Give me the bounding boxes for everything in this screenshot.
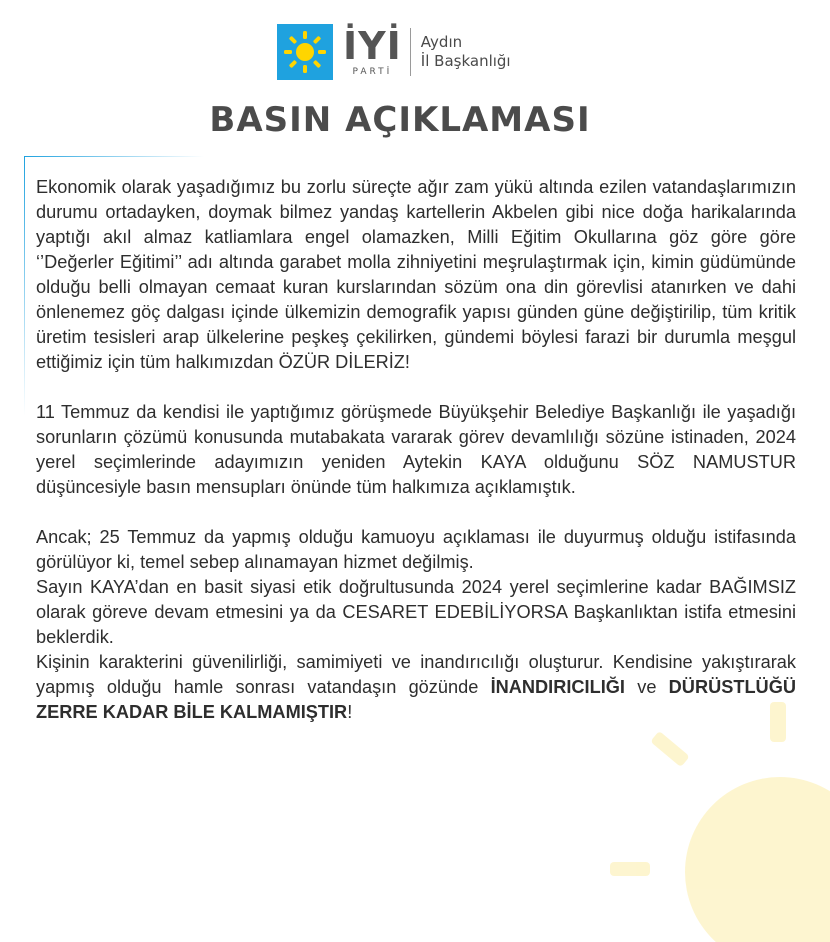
paragraph-3: Ancak; 25 Temmuz da yapmış olduğu kamuoyu açıklaması ile duyurmuş olduğu istifasında görülüyor ki, temel sebep alınamayan hizmet değilmiş. (36, 527, 796, 572)
sun-logo-icon (277, 24, 333, 80)
paragraph-5-end: ! (347, 702, 353, 722)
logo-iyi-text: İYİ (343, 24, 402, 68)
emphasis-honesty: DÜRÜSTLÜĞÜ ZERRE KADAR BİLE KALMAMIŞTIR (36, 677, 796, 722)
page-title: BASIN AÇIKLAMASI (209, 100, 591, 140)
party-logo (277, 22, 511, 82)
org-name (421, 33, 511, 71)
paragraph-5-lead: Kişinin karakterini güvenilirliği, samimiyeti ve inandırıcılığı oluşturur. Kendisine yakıştırarak yapmış olduğu hamle sonrası vatandaşın gözünde (36, 652, 796, 697)
frame-left-line (24, 156, 25, 416)
paragraph-2: 11 Temmuz da kendisi ile yaptığımız görüşmede Büyükşehir Belediye Başkanlığı ile yaşadığı sorunların çözümü konusunda mutabakata vararak görev devamlılığı sözüne istinaden, 2024 yerel seçimlerinde adayımızın yeniden Aytekin KAYA olduğunu SÖZ NAMUSTUR düşüncesiyle basın mensupları önünde tüm halkımıza açıklamıştık. (36, 402, 796, 497)
org-office: İl Başkanlığı (420, 52, 511, 70)
logo-divider (410, 28, 411, 76)
logo-wordmark (343, 24, 402, 77)
statement-body (36, 175, 796, 725)
paragraph-5-mid: ve (624, 677, 669, 697)
logo-parti-text: PARTİ (352, 67, 393, 77)
org-city: Aydın (420, 33, 463, 51)
paragraph-4: Sayın KAYA’dan en basit siyasi etik doğrultusunda 2024 yerel seçimlerine kadar BAĞIMSIZ olarak göreve devam etmesini ya da CESARET EDEBİLİYORSA Başkanlıktan istifa etmesini beklerdik. (36, 577, 796, 647)
paragraph-5 (36, 650, 796, 725)
paragraph-1: Ekonomik olarak yaşadığımız bu zorlu süreçte ağır zam yükü altında ezilen vatandaşlarımızın durumu ortadayken, doymak bilmez yandaş kartellerin Akbelen gibi nice doğa harikalarında yaptığı akıl almaz katliamlara engel olamazken, Milli Eğitim Okullarına göz göre göre ‘’Değerler Eğitimi’’ adı altında garabet molla zihniyetini meşrulaştırmak için, kimin güdümünde olduğu belli olmayan cemaat kuran kurslarından sözüm ona din görevlisi atanırken ve dahi önlenemez göç dalgası içinde ülkemizin demografik yapısı günden güne değiştirilip, tüm kritik üretim tesisleri arap ülkelerine peşkeş çekilirken, gündemi böylesi farazi bir durumla meşgul ettiğimiz için tüm halkımızdan ÖZÜR DİLERİZ! (36, 177, 796, 372)
frame-top-line (24, 156, 204, 157)
emphasis-credibility: İNANDIRICILIĞI (490, 677, 625, 697)
